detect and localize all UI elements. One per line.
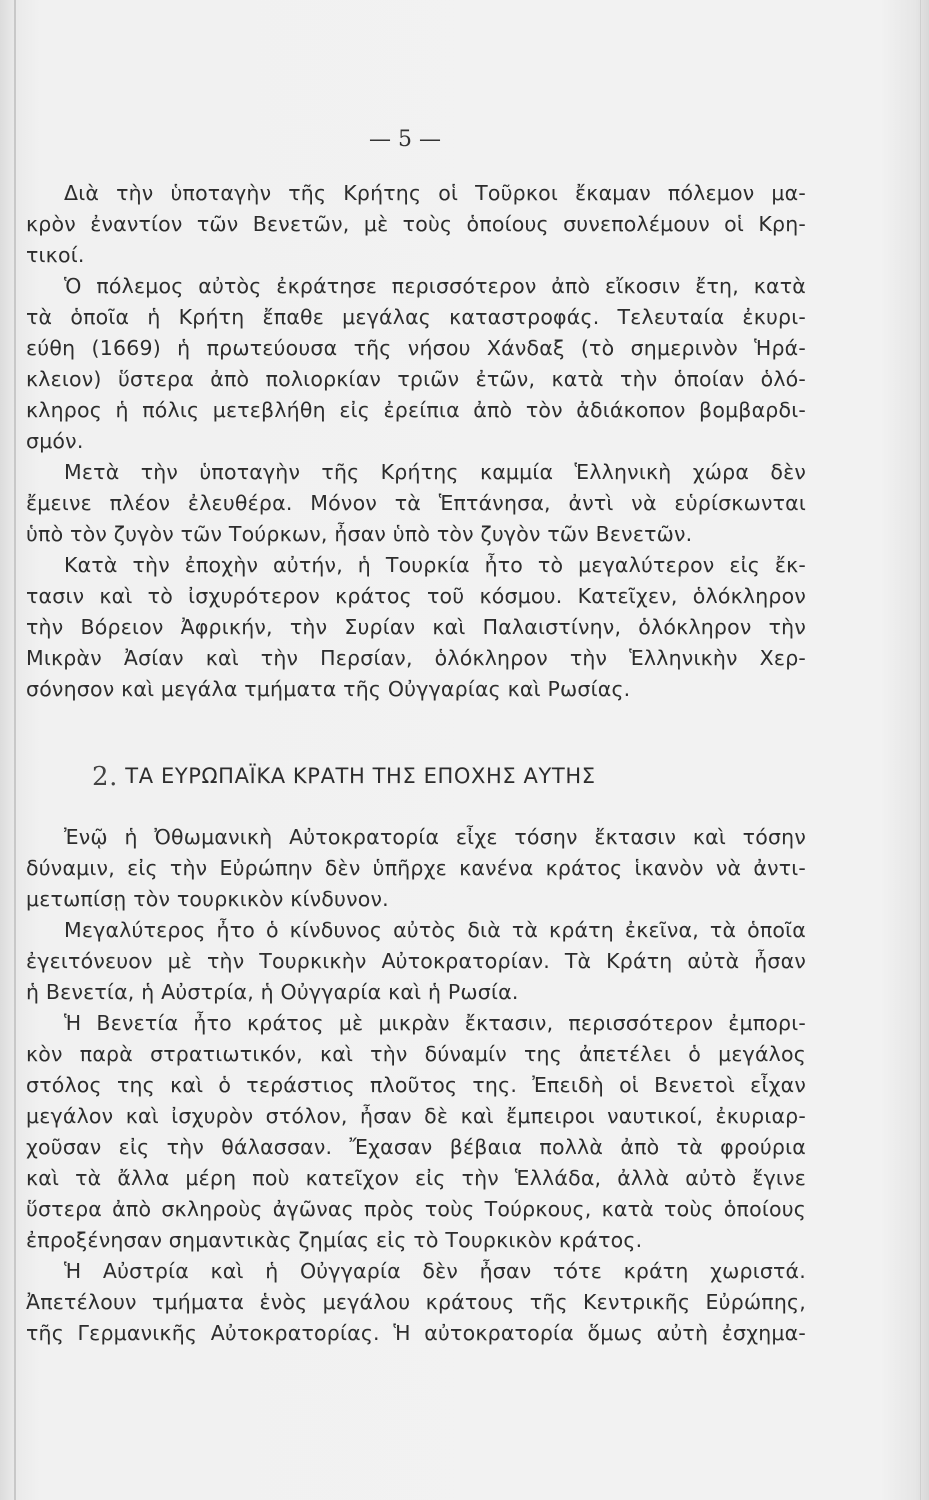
text-line: μεγάλον καὶ ἰσχυρὸν στόλον, ἦσαν δὲ καὶ ἔμπειροι ναυτικοί, ἐκυριαρ-	[26, 1104, 806, 1128]
text-line: Κατὰ τὴν ἐποχὴν αὐτήν, ἡ Τουρκία ἦτο τὸ μεγαλύτερον εἰς ἔκ-	[64, 553, 806, 577]
text-line: Ἀπετέλουν τμήματα ἑνὸς μεγάλου κράτους τῆς Κεντρικῆς Εὐρώπης,	[26, 1290, 806, 1314]
text-line: ἔμεινε πλέον ἐλευθέρα. Μόνον τὰ Ἑπτάνησα, ἀντὶ νὰ εὑρίσκωνται	[26, 491, 806, 515]
page-edge	[920, 0, 921, 1500]
text-line: Μετὰ τὴν ὑποταγὴν τῆς Κρήτης καμμία Ἑλληνικὴ χώρα δὲν	[64, 460, 806, 484]
text-line: ἐπροξένησαν σημαντικὰς ζημίας εἰς τὸ Τουρκικὸν κράτος.	[26, 1228, 643, 1252]
text-line: ἡ Βενετία, ἡ Αὐστρία, ἡ Οὐγγαρία καὶ ἡ Ρωσία.	[26, 980, 519, 1004]
text-line: κὸν παρὰ στρατιωτικόν, καὶ τὴν δύναμίν της ἀπετέλει ὁ μεγάλος	[26, 1042, 806, 1066]
binding-edge	[14, 0, 16, 1500]
text-line: σμόν.	[26, 429, 84, 453]
text-line: στόλος της καὶ ὁ τεράστιος πλοῦτος της. Ἐπειδὴ οἱ Βενετοὶ εἶχαν	[26, 1073, 806, 1097]
text-line: Μεγαλύτερος ἦτο ὁ κίνδυνος αὐτὸς διὰ τὰ κράτη ἐκεῖνα, τὰ ὁποῖα	[64, 918, 806, 942]
text-line: κλειον) ὕστερα ἀπὸ πολιορκίαν τριῶν ἐτῶν, κατὰ τὴν ὁποίαν ὁλό-	[26, 367, 806, 391]
text-line: καὶ τὰ ἄλλα μέρη ποὺ κατεῖχον εἰς τὴν Ἑλλάδα, ἀλλὰ αὐτὸ ἔγινε	[26, 1166, 806, 1190]
text-line: ὑπὸ τὸν ζυγὸν τῶν Τούρκων, ἦσαν ὑπὸ τὸν ζυγὸν τῶν Βενετῶν.	[26, 522, 693, 546]
text-line: Ὁ πόλεμος αὐτὸς ἐκράτησε περισσότερον ἀπὸ εἴκοσιν ἔτη, κατὰ	[64, 274, 806, 298]
text-line: Μικρὰν Ἀσίαν καὶ τὴν Περσίαν, ὁλόκληρον τὴν Ἑλληνικὴν Χερ-	[26, 646, 806, 670]
text-line: τὴν Βόρειον Ἀφρικήν, τὴν Συρίαν καὶ Παλαιστίνην, ὁλόκληρον τὴν	[26, 615, 806, 639]
text-line: Διὰ τὴν ὑποταγὴν τῆς Κρήτης οἱ Τοῦρκοι ἔκαμαν πόλεμον μα-	[64, 181, 806, 205]
text-line: Ἡ Βενετία ἦτο κράτος μὲ μικρὰν ἔκτασιν, περισσότερον ἐμπορι-	[64, 1011, 806, 1035]
section-1-text	[26, 178, 806, 705]
text-line: χοῦσαν εἰς τὴν θάλασσαν. Ἔχασαν βέβαια πολλὰ ἀπὸ τὰ φρούρια	[26, 1135, 806, 1159]
text-line: τικοί.	[26, 243, 85, 267]
text-line: ἐγειτόνευον μὲ τὴν Τουρκικὴν Αὐτοκρατορίαν. Τὰ Κράτη αὐτὰ ἦσαν	[26, 949, 806, 973]
text-line: Ἐνῷ ἡ Ὀθωμανικὴ Αὐτοκρατορία εἶχε τόσην ἔκτασιν καὶ τόσην	[64, 825, 806, 849]
section-title: ΤΑ ΕΥΡΩΠΑΪΚΑ ΚΡΑΤΗ ΤΗΣ ΕΠΟΧΗΣ ΑΥΤΗΣ	[125, 764, 596, 788]
text-line: τὰ ὁποῖα ἡ Κρήτη ἔπαθε μεγάλας καταστροφάς. Τελευταία ἐκυρι-	[26, 305, 806, 329]
text-line: Ἡ Αὐστρία καὶ ἡ Οὐγγαρία δὲν ἦσαν τότε κράτη χωριστά.	[64, 1259, 806, 1283]
text-line: τῆς Γερμανικῆς Αὐτοκρατορίας. Ἡ αὐτοκρατορία ὅμως αὐτὴ ἐσχημα-	[26, 1321, 806, 1345]
section-heading	[92, 760, 792, 790]
text-line: κληρος ἡ πόλις μετεβλήθη εἰς ἐρείπια ἀπὸ τὸν ἀδιάκοπον βομβαρδι-	[26, 398, 806, 422]
text-line: εύθη (1669) ἡ πρωτεύουσα τῆς νήσου Χάνδαξ (τὸ σημερινὸν Ἡρά-	[26, 336, 806, 360]
text-line: ὕστερα ἀπὸ σκληροὺς ἀγῶνας πρὸς τοὺς Τούρκους, κατὰ τοὺς ὁποίους	[26, 1197, 806, 1221]
text-line: τασιν καὶ τὸ ἰσχυρότερον κράτος τοῦ κόσμου. Κατεῖχεν, ὁλόκληρον	[26, 584, 806, 608]
text-line: κρὸν ἐναντίον τῶν Βενετῶν, μὲ τοὺς ὁποίους συνεπολέμουν οἱ Κρη-	[26, 212, 806, 236]
text-line: δύναμιν, εἰς τὴν Εὐρώπην δὲν ὑπῆρχε κανένα κράτος ἱκανὸν νὰ ἀντι-	[26, 856, 806, 880]
text-line: μετωπίσῃ τὸν τουρκικὸν κίνδυνον.	[26, 887, 389, 911]
section-number: 2.	[92, 762, 119, 792]
section-2-text	[26, 822, 806, 1349]
text-line: σόνησον καὶ μεγάλα τμήματα τῆς Οὐγγαρίας καὶ Ρωσίας.	[26, 677, 631, 701]
page-number: — 5 —	[369, 127, 441, 152]
